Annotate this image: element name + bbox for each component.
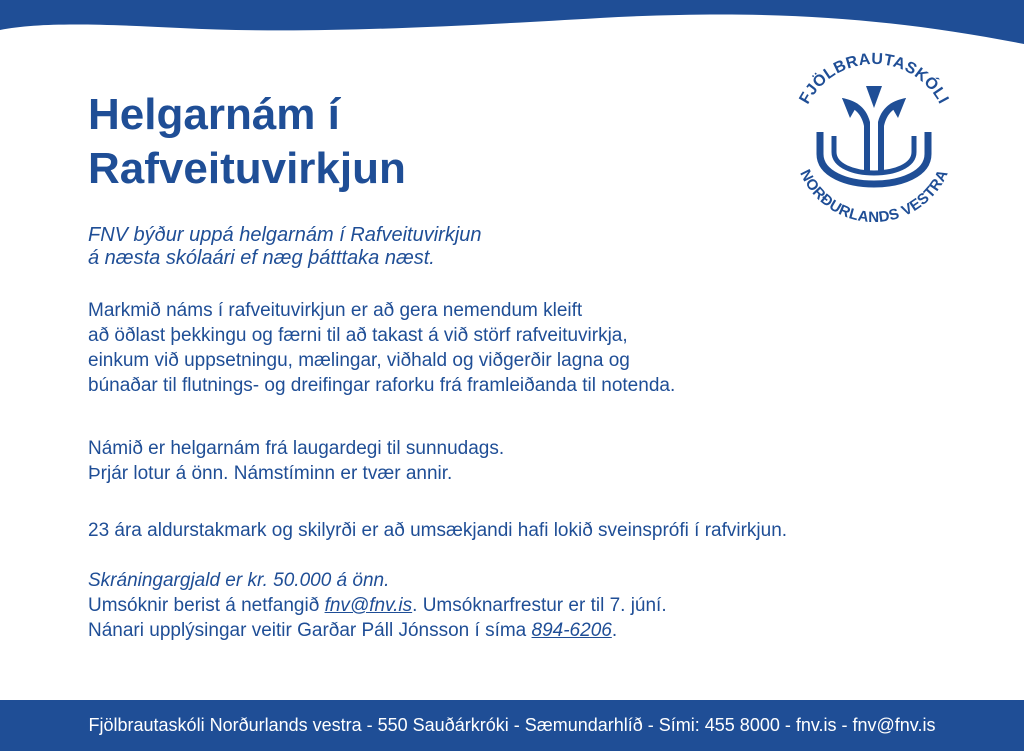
info-prefix: Nánari upplýsingar veitir Garðar Páll Jónsson í síma <box>88 620 532 641</box>
requirements-line-1: 23 ára aldurstakmark og skilyrði er að umsækjandi hafi lokið sveinsprófi í rafvirkjun. <box>88 520 788 541</box>
schedule-paragraph <box>88 436 504 486</box>
info-line <box>88 618 667 643</box>
apply-prefix: Umsóknir berist á netfangið <box>88 595 325 616</box>
lead-line-1: FNV býður uppá helgarnám í Rafveituvirkjun <box>88 224 482 246</box>
page-title <box>88 88 406 196</box>
goal-line-1: Markmið náms í rafveituvirkjun er að gera nemendum kleift <box>88 300 583 321</box>
schedule-line-1: Námið er helgarnám frá laugardegi til sunnudags. <box>88 438 505 459</box>
goal-paragraph <box>88 298 675 398</box>
goal-line-4: búnaðar til flutnings- og dreifingar raforku frá framleiðanda til notenda. <box>88 375 676 396</box>
email-link[interactable]: fnv@fnv.is <box>324 595 413 616</box>
lead-paragraph <box>88 224 482 270</box>
goal-line-2: að öðlast þekkingu og færni til að takast á við störf rafveituvirkja, <box>88 325 628 346</box>
apply-suffix: . Umsóknarfrestur er til 7. júní. <box>412 595 667 616</box>
logo-bottom-text: NORÐURLANDS VESTRA <box>796 166 952 226</box>
school-logo <box>776 46 972 226</box>
title-line-1: Helgarnám í <box>88 90 340 139</box>
info-suffix: . <box>611 620 618 641</box>
footer-bar <box>0 700 1024 751</box>
logo-top-text: FJÖLBRAUTASKÓLI <box>796 50 952 107</box>
svg-text:NORÐURLANDS VESTRA <box>796 167 951 226</box>
schedule-line-2: Þrjár lotur á önn. Námstíminn er tvær annir. <box>88 463 453 484</box>
requirements-paragraph <box>88 518 787 543</box>
fee-text: Skráningargjald er kr. 50.000 á önn. <box>88 570 390 591</box>
application-paragraph <box>88 568 667 643</box>
footer-text: Fjölbrautaskóli Norðurlands vestra - 550 Sauðárkróki - Sæmundarhlíð - Sími: 455 8000 - fnv.is - fnv@fnv.is <box>88 715 936 735</box>
goal-line-3: einkum við uppsetningu, mælingar, viðhald og viðgerðir lagna og <box>88 350 630 371</box>
apply-line <box>88 593 667 618</box>
phone-link[interactable]: 894-6206 <box>531 620 612 641</box>
title-line-2: Rafveituvirkjun <box>88 144 406 193</box>
lead-line-2: á næsta skólaári ef næg þátttaka næst. <box>88 247 435 269</box>
